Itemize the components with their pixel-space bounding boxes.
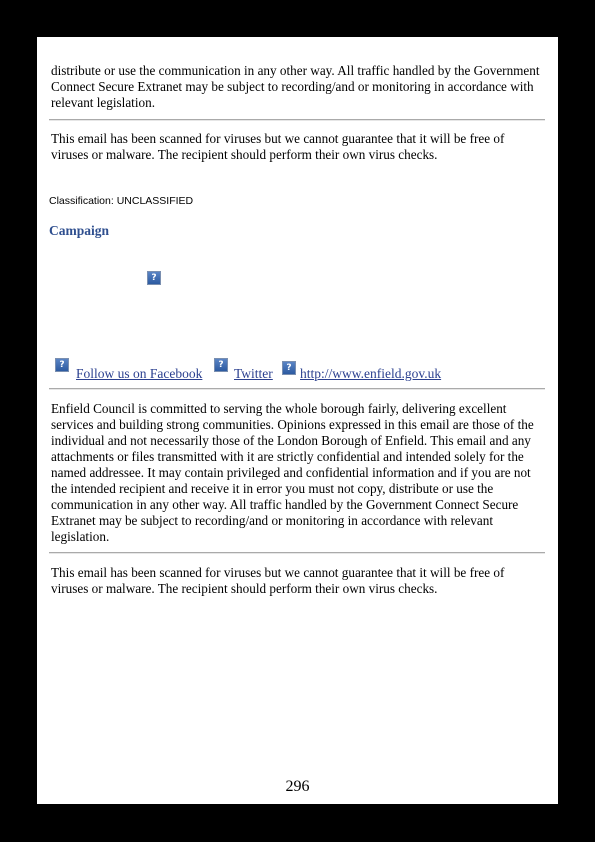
disclaimer-tail-paragraph: distribute or use the communication in any other way. All traffic handled by the Government Connect Secure Extranet may be subject to recording/and or monitoring in accordance with relevant legislation. xyxy=(51,63,540,110)
document-page xyxy=(37,37,558,804)
question-mark-icon: ? xyxy=(147,271,161,285)
council-disclaimer-paragraph: Enfield Council is committed to serving the whole borough fairly, delivering excellent services and building strong communities. Opinions expressed in this email are those of the individual and not necessarily those of the London Borough of Enfield. This email and any attachments or files transmitted with it are strictly confidential and intended solely for the named addressee. It may contain privileged and confidential information and if you are not the intended recipient and receive it in error you must not copy, distribute or use the communication in any other way. All traffic handled by the Government Connect Secure Extranet may be subject to recording/and or monitoring in accordance with relevant legislation. xyxy=(51,401,534,544)
divider-bottom xyxy=(49,552,545,554)
campaign-heading: Campaign xyxy=(49,223,110,238)
divider-middle xyxy=(49,388,545,390)
twitter-image-placeholder-icon: ? xyxy=(214,358,228,372)
virus-notice-paragraph-top: This email has been scanned for viruses but we cannot guarantee that it will be free of viruses or malware. The recipient should perform their own virus checks. xyxy=(51,131,505,162)
website-link[interactable]: http://www.enfield.gov.uk xyxy=(300,366,442,381)
virus-notice-paragraph-bottom: This email has been scanned for viruses but we cannot guarantee that it will be free of viruses or malware. The recipient should perform their own virus checks. xyxy=(51,565,505,596)
facebook-image-placeholder-icon: ? xyxy=(55,358,69,372)
page-number: 296 xyxy=(285,778,310,795)
classification-label: Classification: UNCLASSIFIED xyxy=(49,195,194,207)
website-image-placeholder-icon: ? xyxy=(282,361,296,375)
divider-top xyxy=(49,119,545,121)
twitter-link[interactable]: Twitter xyxy=(234,366,273,381)
facebook-link[interactable]: Follow us on Facebook xyxy=(76,366,203,381)
